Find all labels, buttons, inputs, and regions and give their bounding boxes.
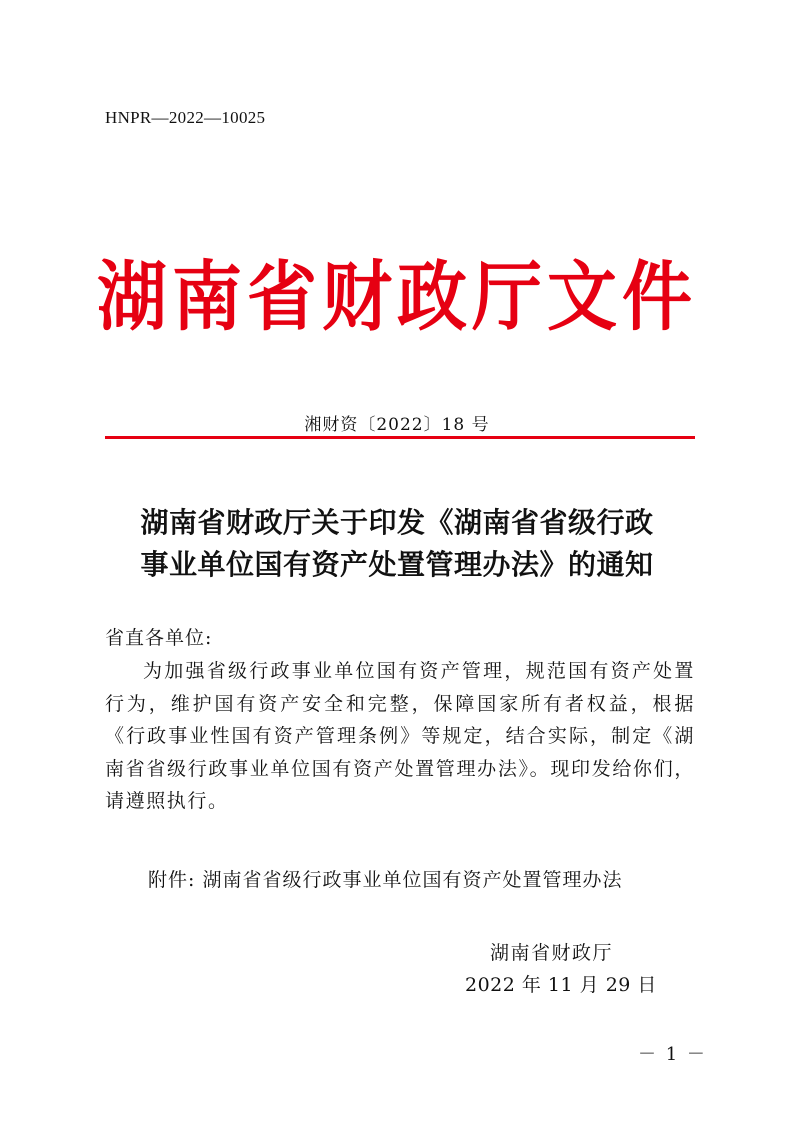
body-paragraph: 为加强省级行政事业单位国有资产管理，规范国有资产处置行为，维护国有资产安全和完整，保障国家所有者权益，根据《行政事业性国有资产管理条例》等规定，结合实际，制定《湖南省省级行政事业单位国有资产处置管理办法》。现印发给你们，请遵照执行。: [105, 660, 695, 812]
issuing-authority: 湖南省财政厅: [490, 942, 614, 964]
page-number: － 1 －: [638, 1044, 707, 1065]
masthead-title: 湖南省财政厅文件: [97, 251, 697, 342]
document-title: [90, 502, 704, 586]
document-number: 湘财资〔2022〕18 号: [304, 415, 490, 435]
red-divider-line: [105, 436, 695, 439]
attachment-line: 附件: 湖南省省级行政事业单位国有资产处置管理办法: [148, 869, 623, 891]
issue-date: 2022 年 11 月 29 日: [465, 974, 657, 996]
addressee: 省直各单位:: [105, 627, 213, 649]
document-title-line-2: 事业单位国有资产处置管理办法》的通知: [140, 548, 654, 581]
document-title-line-1: 湖南省财政厅关于印发《湖南省省级行政: [140, 506, 654, 539]
document-code: HNPR—2022—10025: [105, 108, 266, 127]
